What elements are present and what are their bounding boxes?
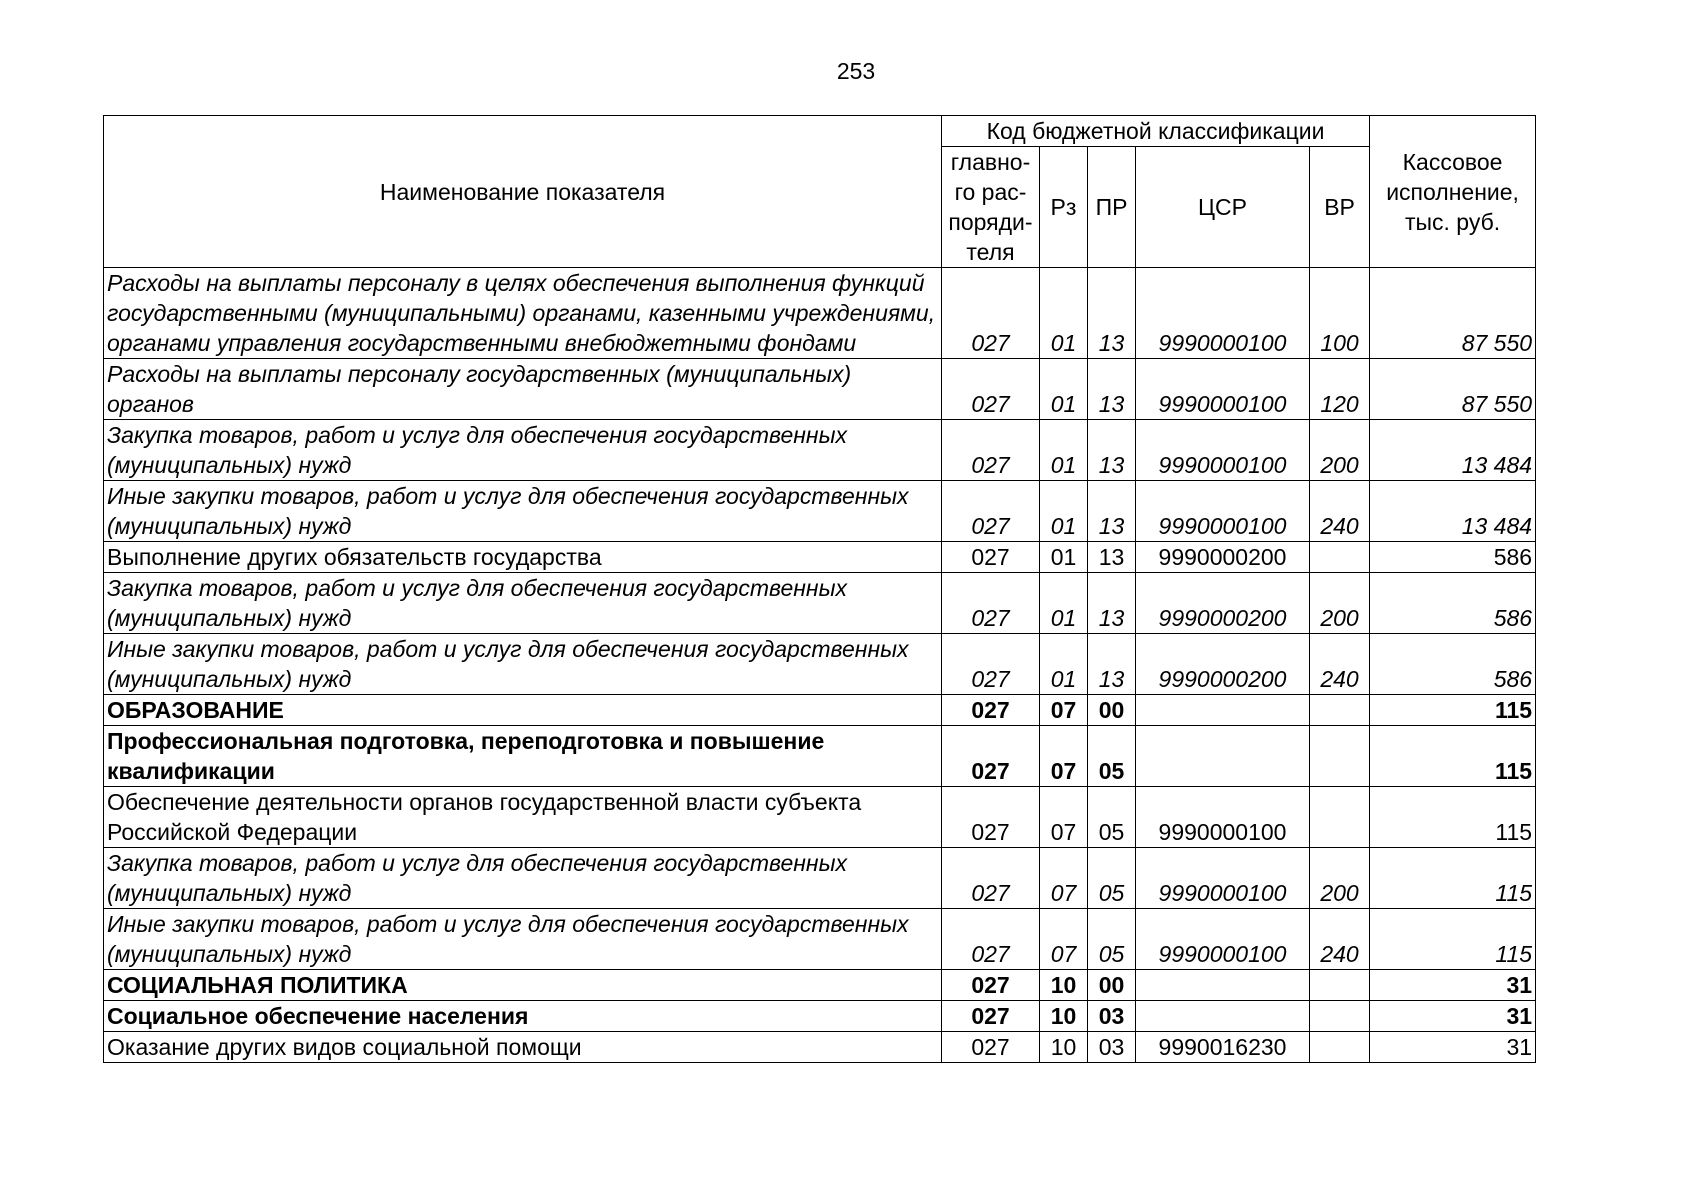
row-name: Иные закупки товаров, работ и услуг для обеспечения государственных (муниципальных) нужд	[104, 481, 942, 542]
row-vr	[1310, 1032, 1370, 1063]
header-amount: Кассовое исполнение, тыс. руб.	[1370, 116, 1536, 268]
row-rz: 07	[1040, 695, 1088, 726]
row-pr: 13	[1088, 542, 1136, 573]
row-pr: 00	[1088, 970, 1136, 1001]
table-row	[104, 542, 1536, 573]
row-pr: 13	[1088, 420, 1136, 481]
row-amount: 115	[1370, 695, 1536, 726]
row-amount: 13 484	[1370, 420, 1536, 481]
row-vr	[1310, 542, 1370, 573]
row-csr	[1136, 726, 1310, 787]
row-name: Закупка товаров, работ и услуг для обеспечения государственных (муниципальных) нужд	[104, 573, 942, 634]
row-rz: 01	[1040, 268, 1088, 359]
row-csr: 9990000100	[1136, 848, 1310, 909]
row-name: Оказание других видов социальной помощи	[104, 1032, 942, 1063]
table-row	[104, 726, 1536, 787]
row-manager-code: 027	[942, 542, 1040, 573]
table-header	[104, 116, 1536, 268]
row-csr	[1136, 695, 1310, 726]
row-vr	[1310, 726, 1370, 787]
row-pr: 00	[1088, 695, 1136, 726]
row-name: ОБРАЗОВАНИЕ	[104, 695, 942, 726]
row-manager-code: 027	[942, 848, 1040, 909]
row-amount: 586	[1370, 634, 1536, 695]
row-manager-code: 027	[942, 634, 1040, 695]
row-name: Закупка товаров, работ и услуг для обеспечения государственных (муниципальных) нужд	[104, 848, 942, 909]
row-csr: 9990000100	[1136, 787, 1310, 848]
row-vr: 200	[1310, 420, 1370, 481]
row-name: Выполнение других обязательств государства	[104, 542, 942, 573]
table-row	[104, 359, 1536, 420]
row-rz: 01	[1040, 573, 1088, 634]
row-pr: 13	[1088, 268, 1136, 359]
table-row	[104, 970, 1536, 1001]
row-vr	[1310, 970, 1370, 1001]
row-rz: 10	[1040, 1032, 1088, 1063]
row-vr: 240	[1310, 481, 1370, 542]
row-rz: 01	[1040, 359, 1088, 420]
row-vr	[1310, 1001, 1370, 1032]
row-vr: 200	[1310, 573, 1370, 634]
table-row	[104, 1032, 1536, 1063]
row-manager-code: 027	[942, 268, 1040, 359]
row-csr: 9990000200	[1136, 542, 1310, 573]
table-row	[104, 268, 1536, 359]
row-amount: 586	[1370, 573, 1536, 634]
table-row	[104, 634, 1536, 695]
row-pr: 03	[1088, 1032, 1136, 1063]
row-vr: 100	[1310, 268, 1370, 359]
row-csr: 9990000200	[1136, 573, 1310, 634]
row-csr: 9990000100	[1136, 909, 1310, 970]
row-rz: 07	[1040, 726, 1088, 787]
header-manager: главно-го рас-поряди-теля	[942, 147, 1040, 268]
row-vr: 120	[1310, 359, 1370, 420]
row-name: Иные закупки товаров, работ и услуг для обеспечения государственных (муниципальных) нужд	[104, 634, 942, 695]
row-csr: 9990000100	[1136, 268, 1310, 359]
table-row	[104, 573, 1536, 634]
row-amount: 115	[1370, 848, 1536, 909]
row-name: Закупка товаров, работ и услуг для обеспечения государственных (муниципальных) нужд	[104, 420, 942, 481]
row-name: Социальное обеспечение населения	[104, 1001, 942, 1032]
row-manager-code: 027	[942, 359, 1040, 420]
row-amount: 115	[1370, 726, 1536, 787]
row-vr: 240	[1310, 909, 1370, 970]
table-row	[104, 695, 1536, 726]
header-csr: ЦСР	[1136, 147, 1310, 268]
row-pr: 13	[1088, 634, 1136, 695]
row-rz: 07	[1040, 909, 1088, 970]
row-amount: 115	[1370, 787, 1536, 848]
budget-table	[103, 115, 1536, 1063]
row-csr: 9990000200	[1136, 634, 1310, 695]
row-amount: 31	[1370, 1032, 1536, 1063]
row-vr: 240	[1310, 634, 1370, 695]
table-body	[104, 268, 1536, 1063]
header-name: Наименование показателя	[104, 116, 942, 268]
row-rz: 01	[1040, 634, 1088, 695]
row-amount: 87 550	[1370, 268, 1536, 359]
row-manager-code: 027	[942, 1001, 1040, 1032]
row-pr: 05	[1088, 787, 1136, 848]
row-rz: 01	[1040, 481, 1088, 542]
row-amount: 31	[1370, 970, 1536, 1001]
header-pr: ПР	[1088, 147, 1136, 268]
row-pr: 13	[1088, 481, 1136, 542]
row-csr: 9990000100	[1136, 481, 1310, 542]
table-row	[104, 420, 1536, 481]
row-rz: 01	[1040, 542, 1088, 573]
row-amount: 31	[1370, 1001, 1536, 1032]
row-csr: 9990000100	[1136, 420, 1310, 481]
row-rz: 01	[1040, 420, 1088, 481]
row-name: Обеспечение деятельности органов государственной власти субъекта Российской Федерации	[104, 787, 942, 848]
table-row	[104, 481, 1536, 542]
table-row	[104, 848, 1536, 909]
row-manager-code: 027	[942, 787, 1040, 848]
row-name: Профессиональная подготовка, переподготовка и повышение квалификации	[104, 726, 942, 787]
row-rz: 10	[1040, 1001, 1088, 1032]
row-amount: 13 484	[1370, 481, 1536, 542]
row-name: СОЦИАЛЬНАЯ ПОЛИТИКА	[104, 970, 942, 1001]
header-vr: ВР	[1310, 147, 1370, 268]
row-amount: 115	[1370, 909, 1536, 970]
row-manager-code: 027	[942, 909, 1040, 970]
row-manager-code: 027	[942, 695, 1040, 726]
row-csr	[1136, 970, 1310, 1001]
row-pr: 05	[1088, 909, 1136, 970]
row-name: Расходы на выплаты персоналу в целях обеспечения выполнения функций государственными (муниципальными) органами, казенными учреждениями, органами управления государственными внебюджетными фондами	[104, 268, 942, 359]
row-pr: 13	[1088, 359, 1136, 420]
row-rz: 07	[1040, 848, 1088, 909]
row-vr	[1310, 695, 1370, 726]
table-row	[104, 1001, 1536, 1032]
row-csr: 9990016230	[1136, 1032, 1310, 1063]
row-csr: 9990000100	[1136, 359, 1310, 420]
row-manager-code: 027	[942, 573, 1040, 634]
row-amount: 586	[1370, 542, 1536, 573]
row-manager-code: 027	[942, 481, 1040, 542]
header-rz: Рз	[1040, 147, 1088, 268]
header-code-group: Код бюджетной классификации	[942, 116, 1370, 147]
row-amount: 87 550	[1370, 359, 1536, 420]
row-manager-code: 027	[942, 970, 1040, 1001]
table-row	[104, 909, 1536, 970]
row-name: Иные закупки товаров, работ и услуг для обеспечения государственных (муниципальных) нужд	[104, 909, 942, 970]
page-number: 253	[836, 58, 876, 84]
row-vr	[1310, 787, 1370, 848]
row-pr: 13	[1088, 573, 1136, 634]
row-pr: 03	[1088, 1001, 1136, 1032]
row-pr: 05	[1088, 726, 1136, 787]
table-row	[104, 787, 1536, 848]
row-pr: 05	[1088, 848, 1136, 909]
row-vr: 200	[1310, 848, 1370, 909]
row-manager-code: 027	[942, 1032, 1040, 1063]
row-name: Расходы на выплаты персоналу государственных (муниципальных) органов	[104, 359, 942, 420]
row-rz: 07	[1040, 787, 1088, 848]
row-rz: 10	[1040, 970, 1088, 1001]
row-manager-code: 027	[942, 420, 1040, 481]
row-manager-code: 027	[942, 726, 1040, 787]
row-csr	[1136, 1001, 1310, 1032]
